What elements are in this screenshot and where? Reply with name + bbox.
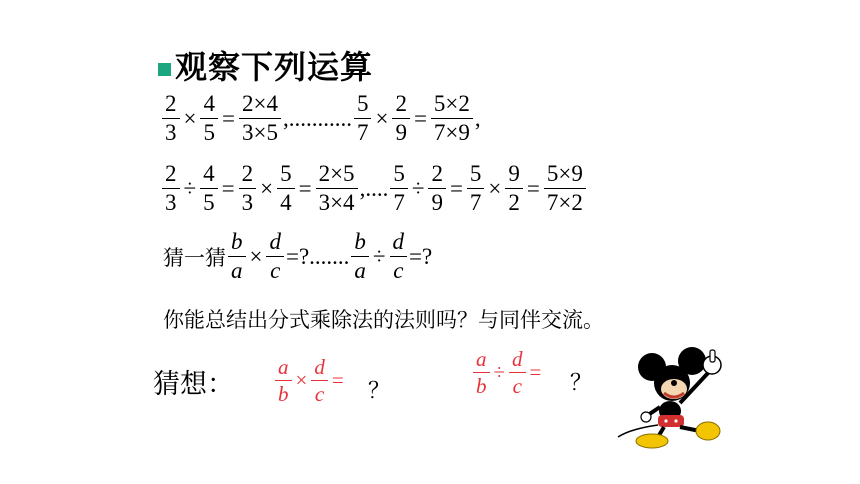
fraction: $\frac{d}{c}$ <box>266 230 284 284</box>
fraction: $\frac{5}{7}$ <box>390 162 408 216</box>
equation-line-1 <box>160 92 481 146</box>
operator: × <box>375 105 389 131</box>
equals-sign: = <box>449 175 463 201</box>
fraction: $\frac{2}{9}$ <box>392 92 410 146</box>
guess-line <box>163 230 432 284</box>
conjecture-label: 猜想： <box>153 369 234 400</box>
fraction: $\frac{a}{b}$ <box>473 348 490 397</box>
fraction: $\frac{d}{c}$ <box>509 348 526 397</box>
fraction: $\frac{d}{c}$ <box>311 356 328 405</box>
equals-sign: = <box>413 105 427 131</box>
cartoon-mouse-icon <box>600 345 750 450</box>
comma: , <box>474 105 481 131</box>
fraction: $\frac{d}{c}$ <box>390 230 408 284</box>
fraction: $\frac{2}{3}$ <box>162 162 180 216</box>
fraction: $\frac{b}{a}$ <box>228 230 246 284</box>
instruction-text: 你能总结出分式乘除法的法则吗？与同伴交流。 <box>163 308 604 332</box>
conjecture-divide <box>471 348 543 397</box>
fraction: $\frac{5\times 9}{7\times 2}$ <box>544 162 586 216</box>
operator: ÷ <box>493 360 506 385</box>
operator: × <box>249 243 263 269</box>
guess-label: 猜一猜 <box>163 245 226 270</box>
equals-sign: = <box>298 175 312 201</box>
fraction: $\frac{2}{3}$ <box>162 92 180 146</box>
operator: × <box>183 105 197 131</box>
fraction: $\frac{9}{2}$ <box>505 162 523 216</box>
equals-sign: = <box>331 368 344 393</box>
operator: × <box>295 368 308 393</box>
title-text: 观察下列运算 <box>175 48 374 86</box>
square-bullet-icon <box>158 63 171 76</box>
fraction: $\frac{5}{7}$ <box>467 162 485 216</box>
question-mark: ？ <box>368 379 391 404</box>
fraction: $\frac{2}{9}$ <box>428 162 446 216</box>
equals-sign: = <box>221 105 235 131</box>
operator: × <box>488 175 502 201</box>
fraction: $\frac{4}{5}$ <box>200 92 218 146</box>
equals-sign: = <box>529 360 542 385</box>
question-mark: ？ <box>570 371 593 396</box>
fraction: $\frac{a}{b}$ <box>275 356 292 405</box>
equals-sign: = <box>221 175 235 201</box>
equation-line-2 <box>160 162 588 216</box>
fraction: $\frac{2\times 5}{3\times 4}$ <box>316 162 358 216</box>
ellipsis: ,........... <box>282 105 352 131</box>
operator: ÷ <box>183 175 197 201</box>
fraction: $\frac{4}{5}$ <box>200 162 218 216</box>
equals-question: =? <box>409 243 433 269</box>
fraction: $\frac{5\times 2}{7\times 9}$ <box>431 92 473 146</box>
fraction: $\frac{5}{7}$ <box>354 92 372 146</box>
operator: ÷ <box>372 243 386 269</box>
conjecture-multiply <box>273 356 346 405</box>
fraction: $\frac{5}{4}$ <box>277 162 295 216</box>
equals-sign: = <box>526 175 540 201</box>
ellipsis: ,.... <box>359 175 389 201</box>
equals-question: =?....... <box>285 243 350 269</box>
slide-title <box>158 40 373 90</box>
fraction: $\frac{b}{a}$ <box>351 230 369 284</box>
fraction: $\frac{2\times 4}{3\times 5}$ <box>239 92 281 146</box>
operator: ÷ <box>411 175 425 201</box>
fraction: $\frac{2}{3}$ <box>239 162 257 216</box>
operator: × <box>260 175 274 201</box>
